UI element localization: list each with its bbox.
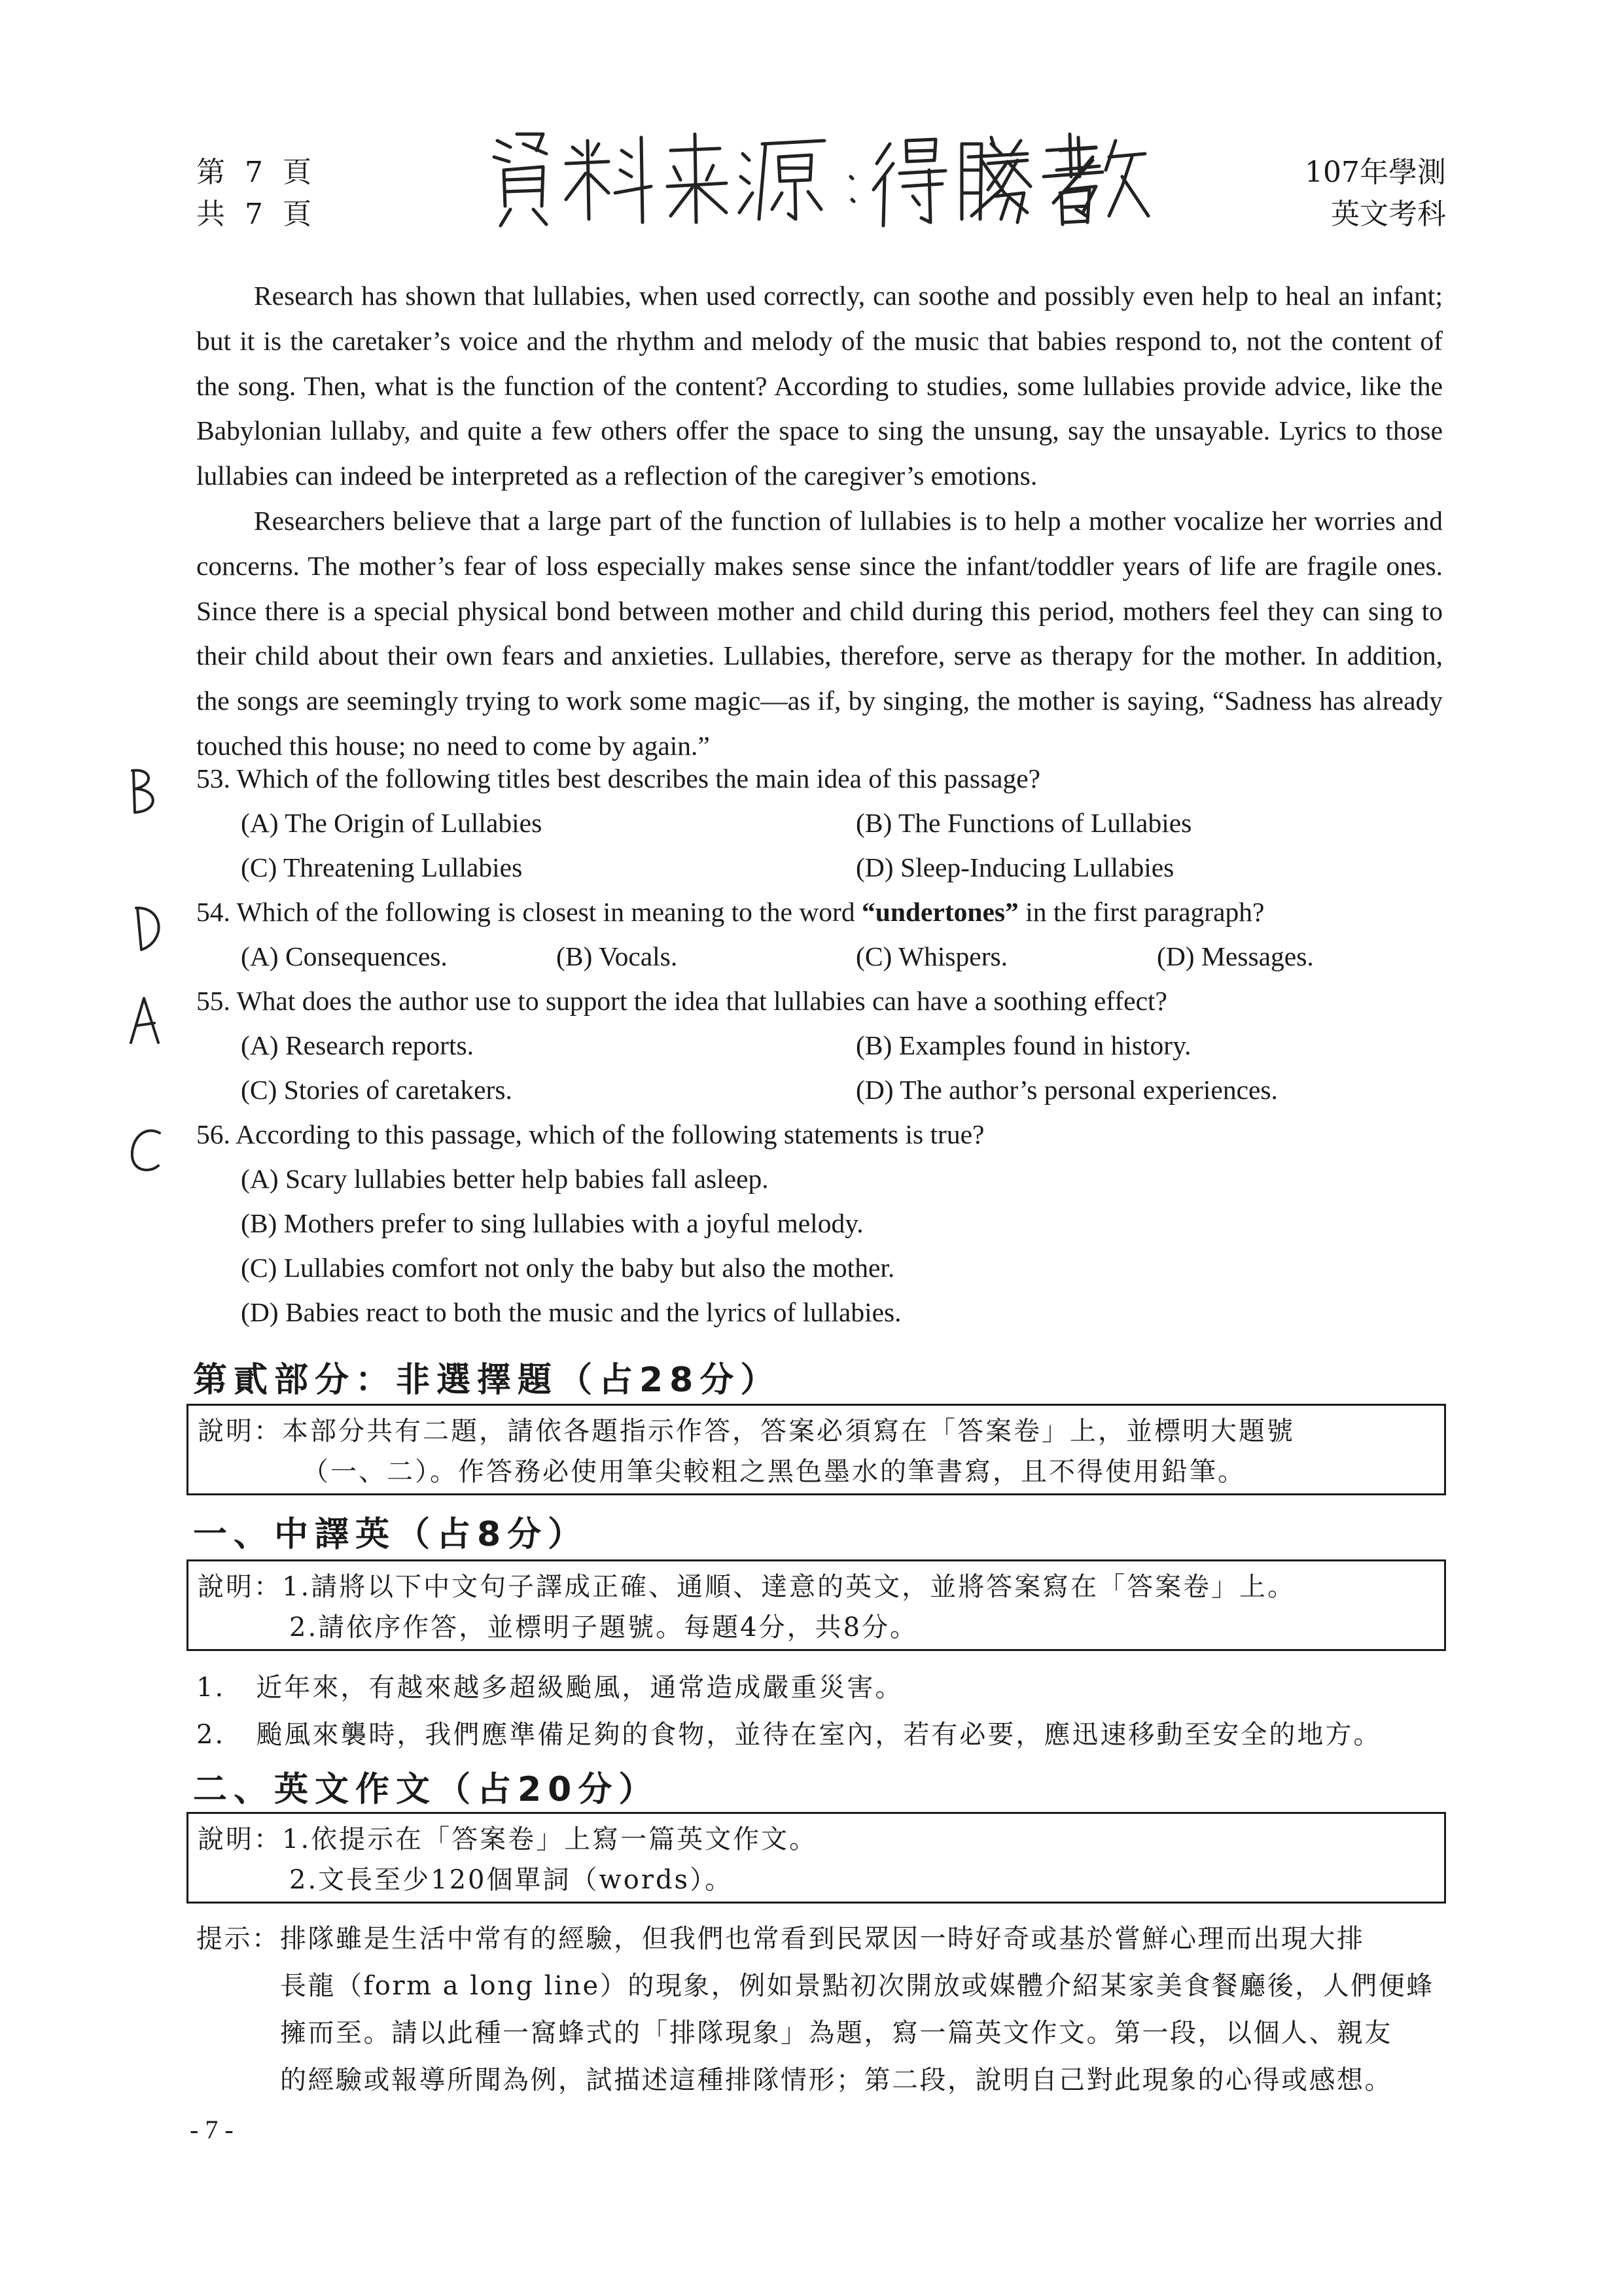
translation-item-1: [196, 1664, 903, 1711]
question-53: [196, 756, 1040, 801]
composition-hint-line-2: 長龍（form a long line）的現象，例如景點初次開放或媒體介紹某家美食餐廳後，人們便蜂: [280, 1971, 1434, 2001]
passage-paragraph-1: Research has shown that lullabies, when used correctly, can soothe and possibly even help to heal an infant; but it is the caretaker’s voice and the rhythm and melody of the music that babies respond to, not the content of the song. Then, what is the function of the content? According to studies, some lullabies provide advice, like the Babylonian lullaby, and quite a few others offer the space to sing the unsung, say the unsayable. Lyrics to those lullabies can indeed be interpreted as a reflection of the caregiver’s emotions.: [196, 281, 1443, 491]
composition-hint-line-3: 擁而至。請以此種一窩蜂式的「排隊現象」為題，寫一篇英文作文。第一段，以個人、親友: [280, 2018, 1392, 2048]
part2-note-line-2: （一、二）。作答務必使用筆尖較粗之黑色墨水的筆書寫，且不得使用鉛筆。: [302, 1457, 1246, 1487]
option-53-b: (B) The Functions of Lullabies: [856, 808, 1192, 838]
composition-hint-label: 提示：: [196, 1924, 280, 1954]
part2-instructions: [186, 1404, 1446, 1495]
translation-instructions: [186, 1559, 1446, 1651]
page-total: 共 7 頁: [196, 198, 317, 231]
option-56-c: (C) Lullabies comfort not only the baby but also the mother.: [241, 1253, 895, 1283]
option-53-d: (D) Sleep-Inducing Lullabies: [856, 852, 1174, 882]
exam-year: 107年學測: [1305, 156, 1446, 189]
option-55-b: (B) Examples found in history.: [856, 1030, 1192, 1060]
item-text: 近年來，有越來越多超級颱風，通常造成嚴重災害。: [256, 1673, 904, 1703]
question-number: 55.: [196, 986, 230, 1016]
option-55-d: (D) The author’s personal experiences.: [856, 1075, 1278, 1105]
question-56: [196, 1112, 984, 1157]
item-number: 1.: [196, 1673, 226, 1703]
option-54-d: (D) Messages.: [1157, 941, 1314, 971]
passage-paragraph-2: Researchers believe that a large part of the function of lullabies is to help a mother vocalize her worries and concerns. The mother’s fear of loss especially makes sense since the infant/toddler years of life are fragile ones. Since there is a special physical bond between mother and child during this period, mothers feel they can sing to their child about their own fears and anxieties. Lullabies, therefore, serve as therapy for the mother. In addition, the songs are seemingly trying to work some magic—as if, by singing, the mother is saying, “Sadness has already touched this house; no need to come by again.”: [196, 506, 1443, 761]
composition-hint-line-4: 的經驗或報導所聞為例，試描述這種排隊情形；第二段，說明自己對此現象的心得或感想。: [280, 2065, 1392, 2095]
handwritten-answer-55: [126, 994, 165, 1049]
question-number: 54.: [196, 897, 230, 927]
translation-note-line-2: 2.請依序作答，並標明子題號。每題4分，共8分。: [289, 1612, 919, 1643]
item-text: 颱風來襲時，我們應準備足夠的食物，並待在室內，若有必要，應迅速移動至安全的地方。: [256, 1720, 1382, 1750]
page-current: 第 7 頁: [196, 156, 317, 189]
question-stem: Which of the following is closest in meaning to the word: [236, 897, 862, 927]
option-54-c: (C) Whispers.: [856, 941, 1008, 971]
option-55-c: (C) Stories of caretakers.: [241, 1075, 512, 1105]
composition-note-line-1: 說明：1.依提示在「答案卷」上寫一篇英文作文。: [198, 1824, 818, 1854]
composition-note-line-2: 2.文長至少120個單詞（words）。: [289, 1865, 733, 1895]
translation-title: 一、中譯英（占8分）: [193, 1515, 589, 1554]
question-55: [196, 979, 1167, 1023]
handwritten-answer-56: [126, 1125, 165, 1180]
option-55-a: (A) Research reports.: [241, 1030, 474, 1060]
question-stem: Which of the following titles best describes the main idea of this passage?: [236, 763, 1041, 793]
handwritten-answer-53: [126, 765, 165, 820]
keyword-undertones: “undertones”: [862, 897, 1019, 927]
question-number: 53.: [196, 763, 230, 793]
option-54-a: (A) Consequences.: [241, 941, 448, 971]
question-54: [196, 890, 1264, 934]
composition-instructions: [186, 1812, 1446, 1904]
option-56-a: (A) Scary lullabies better help babies fall asleep.: [241, 1164, 769, 1194]
translation-note-line-1: 說明：1.請將以下中文句子譯成正確、通順、達意的英文，並將答案寫在「答案卷」上。: [198, 1572, 1296, 1602]
question-stem-end: in the first paragraph?: [1018, 897, 1265, 927]
part2-note-line-1: 說明：本部分共有二題，請依各題指示作答，答案必須寫在「答案卷」上，並標明大題號: [198, 1416, 1295, 1446]
option-56-d: (D) Babies react to both the music and the lyrics of lullabies.: [241, 1297, 902, 1327]
option-53-a: (A) The Origin of Lullabies: [241, 808, 542, 838]
composition-title: 二、英文作文（占20分）: [193, 1770, 660, 1809]
option-53-c: (C) Threatening Lullabies: [241, 852, 523, 882]
item-number: 2.: [196, 1720, 226, 1750]
handwritten-answer-54: [131, 901, 170, 956]
question-stem: According to this passage, which of the following statements is true?: [235, 1119, 985, 1149]
part2-title: 第貳部分：非選擇題（占28分）: [193, 1361, 781, 1400]
page-number-footer: - 7 -: [190, 2115, 234, 2144]
translation-item-2: [196, 1711, 1381, 1758]
question-stem: What does the author use to support the idea that lullabies can have a soothing effect?: [236, 986, 1167, 1016]
question-number: 56.: [196, 1119, 230, 1149]
handwritten-source-note-continued: [955, 124, 1152, 222]
composition-hint-line-1: 排隊雖是生活中常有的經驗，但我們也常看到民眾因一時好奇或基於嘗鮮心理而出現大排: [280, 1924, 1365, 1954]
option-56-b: (B) Mothers prefer to sing lullabies with a joyful melody.: [241, 1208, 864, 1238]
option-54-b: (B) Vocals.: [556, 941, 678, 971]
subject-name: 英文考科: [1331, 198, 1446, 231]
